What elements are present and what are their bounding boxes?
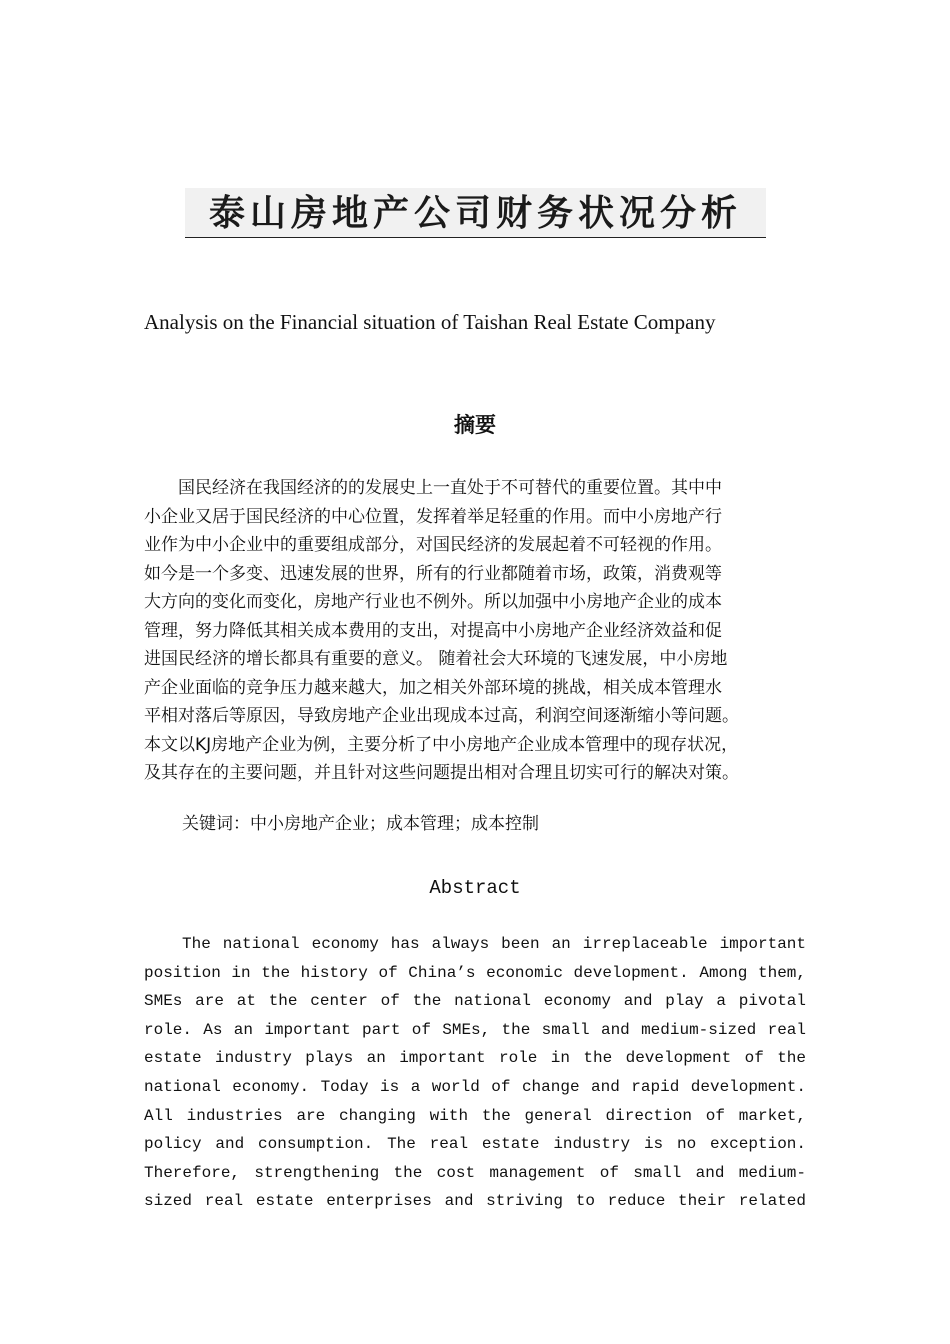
abstract-en-line: role. As an important part of SMEs, the small and medium-sized real — [144, 1020, 806, 1039]
abstract-cn-line: 业作为中小企业中的重要组成部分，对国民经济的发展起着不可轻视的作用。 — [144, 535, 722, 555]
abstract-cn-line: 进国民经济的增长都具有重要的意义。 随着社会大环境的飞速发展，中小房地 — [144, 649, 728, 669]
keywords-cn: 关键词：中小房地产企业；成本管理；成本控制 — [182, 814, 539, 834]
abstract-en-line: All industries are changing with the general direction of market, — [144, 1106, 806, 1125]
chinese-title: 泰山房地产公司财务状况分析 — [185, 188, 766, 238]
english-title: Analysis on the Financial situation of Taishan Real Estate Company — [144, 310, 716, 334]
abstract-en-line: The national economy has always been an irreplaceable important — [182, 935, 806, 953]
abstract-en-line: SMEs are at the center of the national economy and play a pivotal — [144, 992, 806, 1011]
abstract-cn-line: 大方向的变化而变化，房地产行业也不例外。所以加强中小房地产企业的成本 — [144, 592, 722, 612]
abstract-cn-line: 及其存在的主要问题，并且针对这些问题提出相对合理且切实可行的解决对策。 — [144, 763, 739, 783]
abstract-cn-line: 产企业面临的竞争压力越来越大，加之相关外部环境的挑战，相关成本管理水 — [144, 677, 722, 698]
abstract-en-line: national economy. Today is a world of change and rapid development. — [144, 1077, 806, 1096]
abstract-cn-line: 小企业又居于国民经济的中心位置，发挥着举足轻重的作用。而中小房地产行 — [144, 506, 722, 527]
abstract-cn-line: 平相对落后等原因，导致房地产企业出现成本过高，利润空间逐渐缩小等问题。 — [144, 706, 739, 726]
abstract-cn-body — [144, 474, 820, 788]
abstract-en-heading: Abstract — [429, 877, 521, 899]
abstract-cn-line: 管理，努力降低其相关成本费用的支出，对提高中小房地产企业经济效益和促 — [144, 620, 722, 641]
abstract-cn-line: 国民经济在我国经济的的发展史上一直处于不可替代的重要位置。其中中 — [144, 478, 722, 498]
abstract-en-line: Therefore, strengthening the cost management of small and medium- — [144, 1163, 806, 1182]
abstract-en-line: position in the history of China’s economic development. Among them, — [144, 963, 806, 982]
abstract-en-line: sized real estate enterprises and striving to reduce their related — [144, 1192, 806, 1211]
abstract-cn-heading: 摘要 — [454, 413, 496, 437]
abstract-en-line: estate industry plays an important role in the development of the — [144, 1049, 806, 1068]
abstract-en-body — [144, 930, 806, 1216]
abstract-cn-line: 如今是一个多变、迅速发展的世界，所有的行业都随着市场，政策，消费观等 — [144, 563, 722, 584]
abstract-en-line: policy and consumption. The real estate industry is no exception. — [144, 1135, 806, 1154]
abstract-cn-line: 本文以KJ房地产企业为例，主要分析了中小房地产企业成本管理中的现存状况， — [144, 734, 739, 755]
